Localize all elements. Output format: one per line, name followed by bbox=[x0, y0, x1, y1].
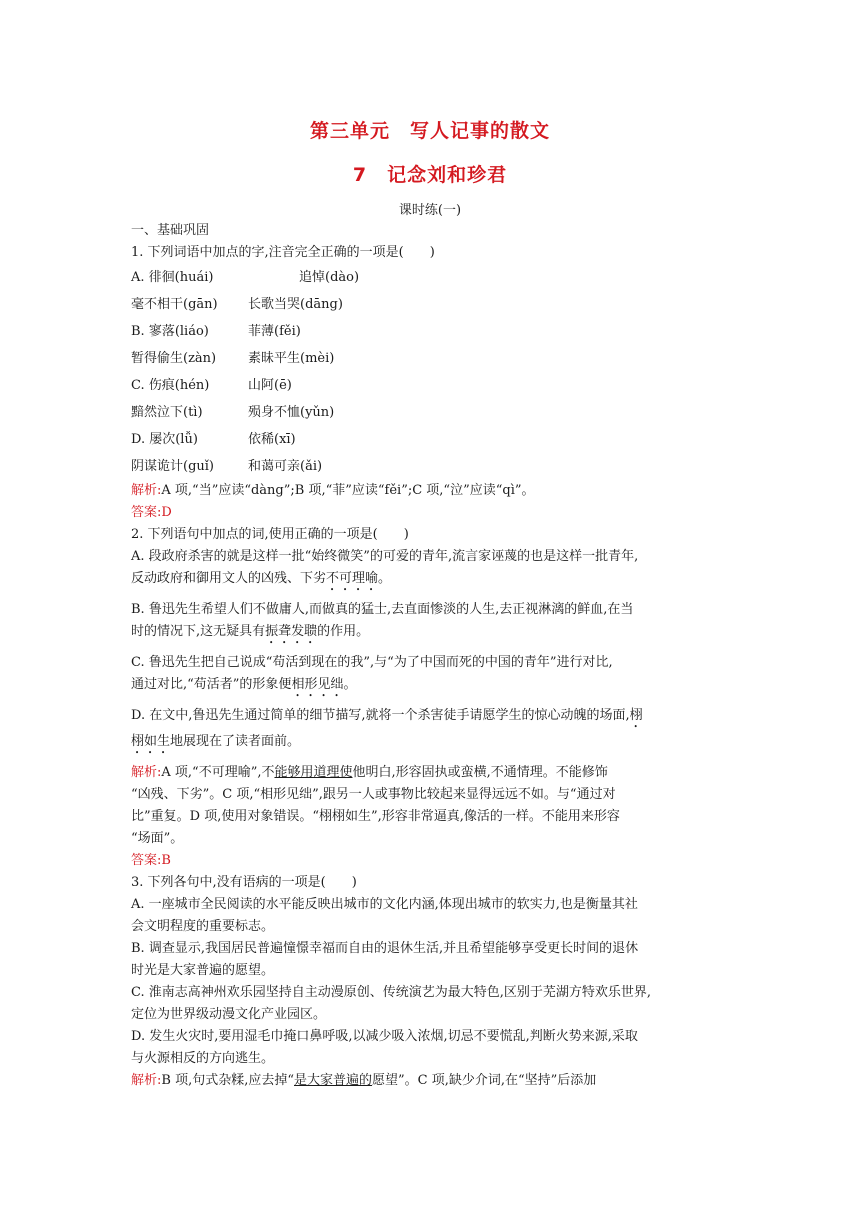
q1-row3-b: 菲薄(fěi) bbox=[248, 324, 301, 339]
q1-row bbox=[131, 264, 734, 291]
answer-label: 答案: bbox=[131, 505, 162, 520]
q2-b-dotted-word: 振聋发聩 bbox=[265, 624, 318, 639]
exercise-content bbox=[131, 220, 734, 1092]
q3-analysis bbox=[131, 1070, 734, 1092]
q1-analysis-text: A 项,“当”应读“dàng”;B 项,“菲”应读“fěi”;C 项,“泣”应读“qì”。 bbox=[161, 483, 535, 498]
q1-row8-a: 阴谋诡计(guǐ) bbox=[131, 459, 214, 474]
q2-option-c-line1: C. 鲁迅先生把自己说成“苟活到现在的我”,与“为了中国而死的中国的青年”进行对比, bbox=[131, 655, 613, 670]
answer-label: 答案: bbox=[131, 853, 162, 868]
q2-d-text: D. 在文中,鲁迅先生通过简单的细节描写,就将一个杀害徒手请愿学生的惊心动魄的场面, bbox=[131, 708, 630, 723]
analysis-label: 解析: bbox=[131, 765, 162, 780]
exercise-label: 课时练(一) bbox=[398, 203, 462, 218]
q1-row7-a: D. 屡次(lǚ) bbox=[131, 432, 198, 447]
q3-option-a-line2: 会文明程度的重要标志。 bbox=[131, 919, 275, 934]
q2-analysis-line3: 比”重复。D 项,使用对象错误。“栩栩如生”,形容非常逼真,像活的一样。不能用来形容 bbox=[131, 809, 620, 824]
q1-row1-a: A. 徘徊(huái) bbox=[131, 270, 214, 285]
q2-option-b-line2 bbox=[131, 621, 734, 647]
q2-d-dotted-char: 栩 bbox=[629, 708, 643, 723]
analysis-label: 解析: bbox=[131, 1073, 162, 1088]
q3-option-d-line1: D. 发生火灾时,要用湿毛巾掩口鼻呼吸,以减少吸入浓烟,切忌不要慌乱,判断火势来源,采取 bbox=[131, 1029, 638, 1044]
section-title: 一、基础巩固 bbox=[131, 223, 210, 238]
q1-row5-a: C. 伤痕(hén) bbox=[131, 378, 210, 393]
q2-stem: 2. 下列语句中加点的词,使用正确的一项是( ) bbox=[131, 527, 409, 542]
q3-option-b-line1: B. 调查显示,我国居民普遍憧憬幸福而自由的退休生活,并且希望能够享受更长时间的退休 bbox=[131, 941, 639, 956]
q1-row5-b: 山阿(ē) bbox=[248, 378, 292, 393]
q2-a-dotted-word: 不可理喻 bbox=[326, 571, 379, 586]
q1-row4-a: 暂得偷生(zàn) bbox=[131, 351, 217, 366]
q3-analysis-tail: 愿望”。C 项,缺少介词,在“坚持”后添加 bbox=[372, 1073, 597, 1088]
q2-analysis-line1 bbox=[131, 762, 734, 784]
q1-row bbox=[131, 345, 734, 372]
q2-d-tail: 地展现在了读者面前。 bbox=[170, 734, 301, 749]
q3-stem: 3. 下列各句中,没有语病的一项是( ) bbox=[131, 875, 357, 890]
q2-option-b-line1: B. 鲁迅先生希望人们不做庸人,而做真的猛士,去直面惨淡的人生,去正视淋漓的鲜血,在当 bbox=[131, 602, 634, 617]
q2-analysis-underlined: 能够用道理使 bbox=[274, 765, 353, 780]
q2-a-text: 反动政府和御用文人的凶残、下劣 bbox=[131, 571, 327, 586]
lesson-title: 7 记念刘和珍君 bbox=[352, 164, 508, 186]
q2-analysis-tail: 他明白,形容固执或蛮横,不通情理。不能修饰 bbox=[352, 765, 608, 780]
q3-analysis-underlined: 是大家普遍的 bbox=[294, 1073, 373, 1088]
q3-option-d-line2: 与火源相反的方向逃生。 bbox=[131, 1051, 275, 1066]
q1-row3-a: B. 寥落(liáo) bbox=[131, 324, 209, 339]
q2-c-dotted-word: 相形见绌 bbox=[291, 677, 344, 692]
q1-row6-b: 殒身不恤(yǔn) bbox=[248, 405, 335, 420]
q2-d-dotted-word: 栩如生 bbox=[131, 734, 171, 749]
q1-row bbox=[131, 426, 734, 453]
q1-row1-b: 追悼(dào) bbox=[299, 270, 360, 285]
q2-b-text: 时的情况下,这无疑具有 bbox=[131, 624, 266, 639]
q2-option-d-line2 bbox=[131, 731, 734, 757]
q1-row2-b: 长歌当哭(dāng) bbox=[248, 297, 343, 312]
q1-row6-a: 黯然泣下(tì) bbox=[131, 405, 203, 420]
q2-analysis-line2: “凶残、下劣”。C 项,“相形见绌”,跟另一人或事物比较起来显得远远不如。与“通过对 bbox=[131, 787, 616, 802]
q1-answer-value: D bbox=[161, 505, 172, 520]
q2-analysis-line4: “场面”。 bbox=[131, 831, 184, 846]
q2-c-text: 通过对比,“苟活者”的形象便 bbox=[131, 677, 292, 692]
q2-answer bbox=[131, 850, 734, 872]
q1-row bbox=[131, 453, 734, 480]
q2-option-a-line1: A. 段政府杀害的就是这样一批“始终微笑”的可爱的青年,流言家诬蔑的也是这样一批青年, bbox=[131, 549, 639, 564]
q1-row bbox=[131, 318, 734, 345]
q2-a-tail: 。 bbox=[378, 571, 392, 586]
q2-option-c-line2 bbox=[131, 674, 734, 700]
q2-option-a-line2 bbox=[131, 568, 734, 594]
q3-option-c-line2: 定位为世界级动漫文化产业园区。 bbox=[131, 1007, 327, 1022]
q2-b-tail: 的作用。 bbox=[317, 624, 370, 639]
q3-option-c-line1: C. 淮南志高神州欢乐园坚持自主动漫原创、传统演艺为最大特色,区别于芜湖方特欢乐世界, bbox=[131, 985, 652, 1000]
q3-analysis-text: B 项,句式杂糅,应去掉“ bbox=[161, 1073, 294, 1088]
q2-analysis-text: A 项,“不可理喻”,不 bbox=[161, 765, 275, 780]
q1-options bbox=[131, 264, 734, 480]
q1-row4-b: 素昧平生(mèi) bbox=[248, 351, 335, 366]
analysis-label: 解析: bbox=[131, 483, 162, 498]
q2-answer-value: B bbox=[161, 853, 171, 868]
q2-option-d-line1 bbox=[131, 705, 734, 731]
q3-option-b-line2: 时光是大家普遍的愿望。 bbox=[131, 963, 275, 978]
q1-row2-a: 毫不相干(gān) bbox=[131, 297, 218, 312]
q1-row8-b: 和蔼可亲(ǎi) bbox=[248, 459, 323, 474]
q1-row bbox=[131, 399, 734, 426]
q1-row bbox=[131, 291, 734, 318]
q1-analysis bbox=[131, 480, 734, 502]
q1-answer bbox=[131, 502, 734, 524]
q2-c-tail: 。 bbox=[343, 677, 357, 692]
unit-title: 第三单元 写人记事的散文 bbox=[309, 120, 550, 142]
q3-option-a-line1: A. 一座城市全民阅读的水平能反映出城市的文化内涵,体现出城市的软实力,也是衡量其社 bbox=[131, 897, 638, 912]
q1-row7-b: 依稀(xī) bbox=[248, 432, 296, 447]
q1-stem: 1. 下列词语中加点的字,注音完全正确的一项是( ) bbox=[131, 245, 435, 260]
q1-row bbox=[131, 372, 734, 399]
